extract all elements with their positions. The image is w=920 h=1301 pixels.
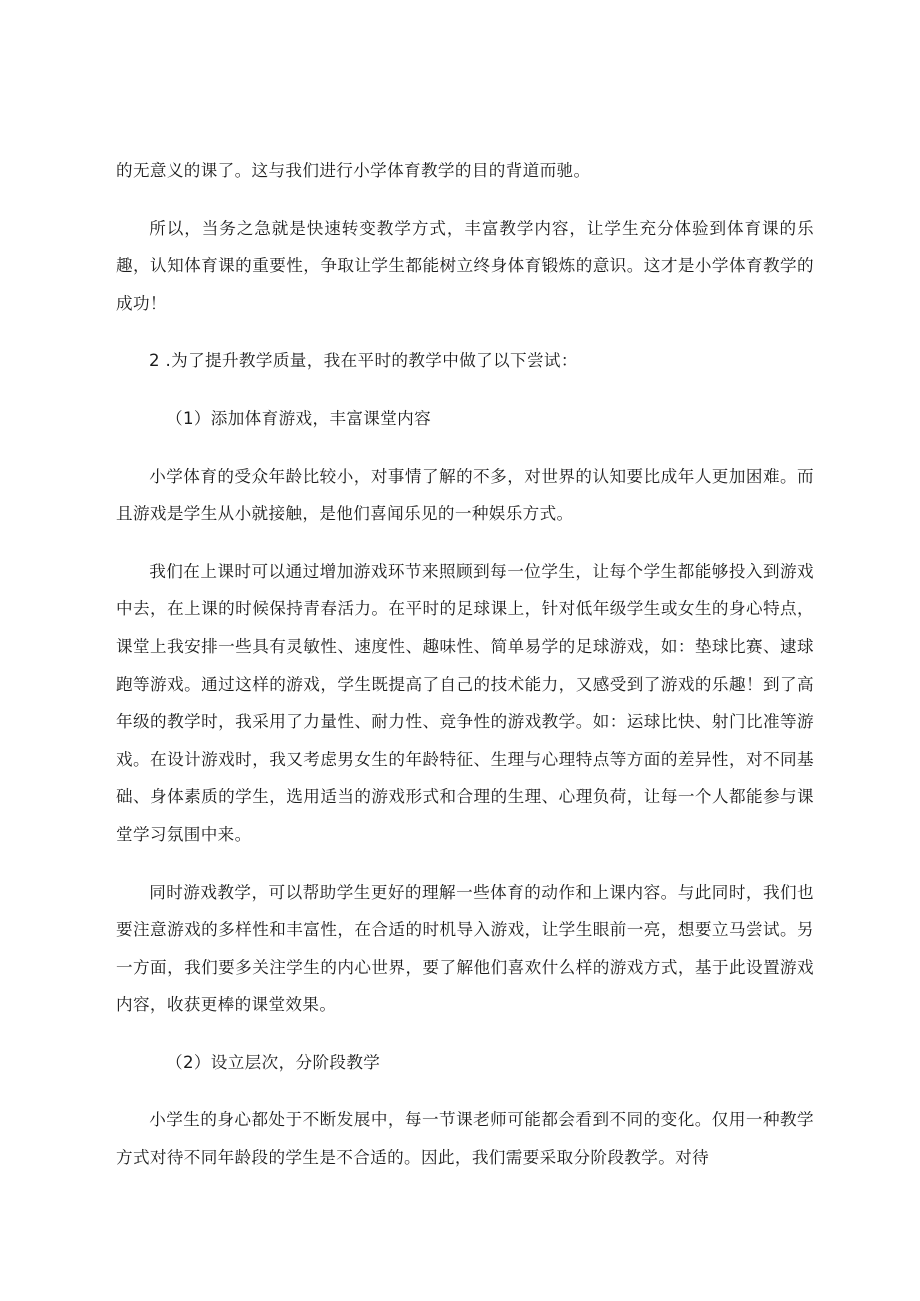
- paragraph-4: 我们在上课时可以通过增加游戏环节来照顾到每一位学生，让每个学生都能够投入到游戏中去，在上课的时候保持青春活力。在平时的足球课上，针对低年级学生或女生的身心特点，课堂上我安排一些具有灵敏性、速度性、趣味性、简单易学的足球游戏，如：垫球比赛、逮球跑等游戏。通过这样的游戏，学生既提高了自己的技术能力，又感受到了游戏的乐趣！到了高年级的教学时，我采用了力量性、耐力性、竞争性的游戏教学。如：运球比快、射门比准等游戏。在设计游戏时，我又考虑男女生的年龄特征、生理与心理特点等方面的差异性，对不同基础、身体素质的学生，选用适当的游戏形式和合理的生理、心理负荷，让每一个人都能参与课堂学习氛围中来。: [116, 561, 814, 844]
- paragraph-5: 同时游戏教学，可以帮助学生更好的理解一些体育的动作和上课内容。与此同时，我们也要注意游戏的多样性和丰富性，在合适的时机导入游戏，让学生眼前一亮，想要立马尝试。另一方面，我们要多关注学生的内心世界，要了解他们喜欢什么样的游戏方式，基于此设置游戏内容，收获更棒的课堂效果。: [116, 882, 814, 1015]
- subsection-heading-1: （1）添加体育游戏，丰富课堂内容: [166, 408, 432, 428]
- paragraph-2: 所以，当务之急就是快速转变教学方式，丰富教学内容，让学生充分体验到体育课的乐趣，认知体育课的重要性，争取让学生都能树立终身体育锻炼的意识。这才是小学体育教学的成功！: [116, 218, 814, 313]
- document-body: [116, 152, 814, 1177]
- paragraph-6: 小学生的身心都处于不断发展中，每一节课老师可能都会看到不同的变化。仅用一种教学方式对待不同年龄段的学生是不合适的。因此，我们需要采取分阶段教学。对待: [116, 1110, 814, 1168]
- subsection-heading-2: （2）设立层次，分阶段教学: [166, 1052, 381, 1072]
- paragraph-3: 小学体育的受众年龄比较小，对事情了解的不多，对世界的认知要比成年人更加困难。而且游戏是学生从小就接触，是他们喜闻乐见的一种娱乐方式。: [116, 466, 814, 524]
- paragraph-1: 的无意义的课了。这与我们进行小学体育教学的目的背道而驰。: [116, 161, 591, 180]
- section-heading-2: 2 .为了提升教学质量，我在平时的教学中做了以下尝试：: [149, 351, 578, 371]
